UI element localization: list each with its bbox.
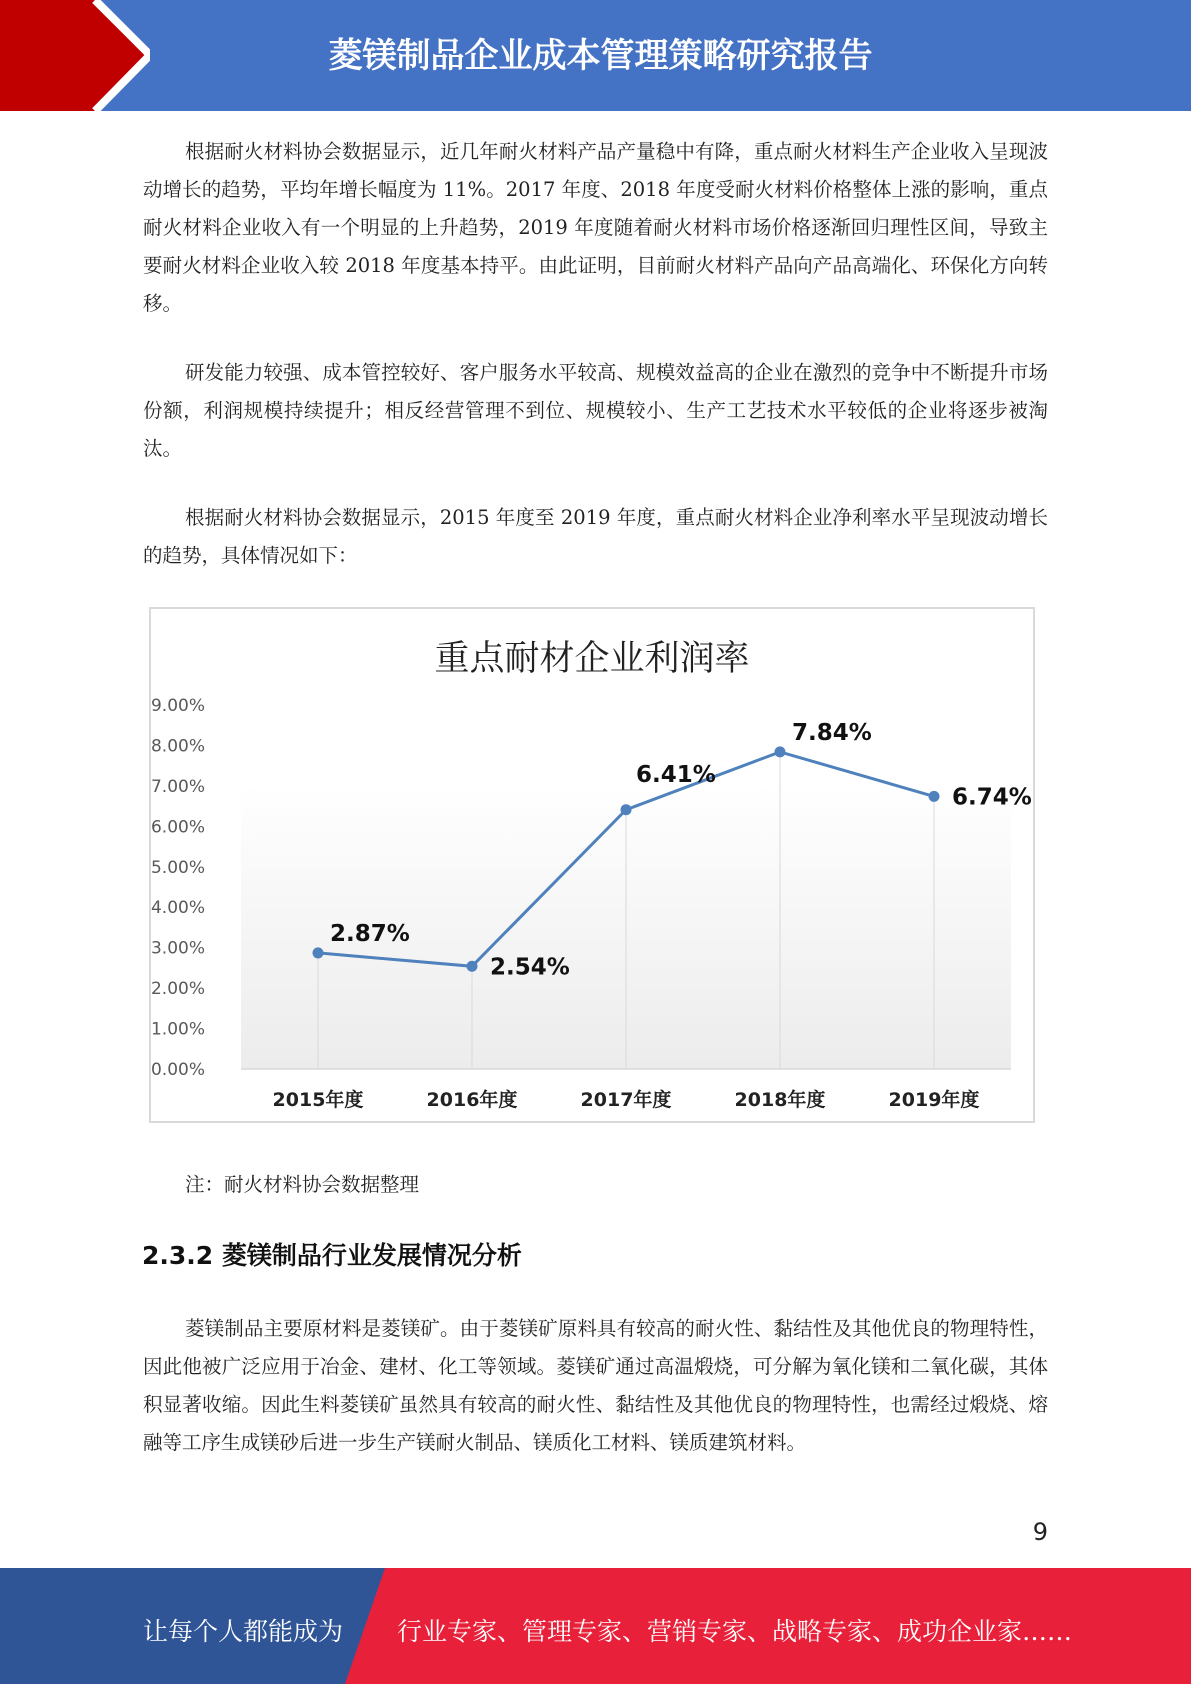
paragraph-competition: 研发能力较强、成本管控较好、客户服务水平较高、规模效益高的企业在激烈的竞争中不断提升市场份额，利润规模持续提升；相反经营管理不到位、规模较小、生产工艺技术水平较低的企业将逐步被淘汰。: [143, 361, 1048, 460]
y-tick-label: 4.00%: [151, 898, 205, 919]
x-category-label: 2016年度: [426, 1089, 518, 1111]
y-tick-label: 6.00%: [151, 817, 205, 838]
y-tick-label: 9.00%: [151, 696, 205, 716]
profit-margin-chart: [149, 607, 1035, 1123]
data-point: [467, 961, 478, 972]
report-title: 菱镁制品企业成本管理策略研究报告: [328, 36, 873, 76]
y-tick-label: 0.00%: [151, 1060, 205, 1080]
chart-source-note: 注：耐火材料协会数据整理: [185, 1173, 420, 1196]
paragraph-revenue-trend: 根据耐火材料协会数据显示，近几年耐火材料产品产量稳中有降，重点耐火材料生产企业收入呈现波动增长的趋势，平均年增长幅度为 11%。2017 年度、2018 年度受耐火材料价格整体上涨的影响，重点耐火材料企业收入有一个明显的上升趋势，2019 年度随着耐火材料市场价格逐渐回归理性区间，导致主要耐火材料企业收入较 2018 年度基本持平。由此证明，目前耐火材料产品向产品高端化、环保化方向转移。: [143, 140, 1048, 315]
chart-plot: [151, 609, 1033, 1121]
y-tick-label: 7.00%: [151, 776, 205, 797]
data-label: 6.41%: [636, 761, 716, 788]
data-point: [621, 804, 632, 815]
data-label: 7.84%: [792, 719, 872, 746]
chart-title: 重点耐材企业利润率: [434, 639, 750, 679]
data-label: 6.74%: [952, 784, 1032, 811]
y-tick-label: 1.00%: [151, 1019, 205, 1040]
page-number: 9: [1032, 1518, 1048, 1546]
y-tick-label: 2.00%: [151, 979, 205, 1000]
paragraph-magnesite: 菱镁制品主要原材料是菱镁矿。由于菱镁矿原料具有较高的耐火性、黏结性及其他优良的物理特性，因此他被广泛应用于冶金、建材、化工等领域。菱镁矿通过高温煅烧，可分解为氧化镁和二氧化碳，其体积显著收缩。因此生料菱镁矿虽然具有较高的耐火性、黏结性及其他优良的物理特性，也需经过煅烧、熔融等工序生成镁砂后进一步生产镁耐火制品、镁质化工材料、镁质建筑材料。: [143, 1317, 1048, 1454]
data-point: [929, 791, 940, 802]
data-label: 2.54%: [490, 954, 570, 981]
footer-slogan-left: 让每个人都能成为: [143, 1617, 344, 1646]
y-tick-label: 8.00%: [151, 736, 205, 757]
y-tick-label: 5.00%: [151, 857, 205, 878]
paragraph-profit-intro: 根据耐火材料协会数据显示，2015 年度至 2019 年度，重点耐火材料企业净利率水平呈现波动增长的趋势，具体情况如下：: [143, 506, 1048, 567]
x-category-label: 2017年度: [580, 1089, 672, 1111]
report-header: [0, 0, 1191, 111]
section-heading: 2.3.2 菱镁制品行业发展情况分析: [142, 1241, 522, 1270]
x-category-label: 2019年度: [888, 1089, 980, 1111]
footer-slogan-right: 行业专家、管理专家、营销专家、战略专家、成功企业家……: [397, 1617, 1073, 1646]
data-point: [775, 746, 786, 757]
x-category-label: 2018年度: [734, 1089, 826, 1111]
x-category-label: 2015年度: [272, 1089, 364, 1111]
data-point: [313, 947, 324, 958]
y-tick-label: 3.00%: [151, 938, 205, 959]
data-label: 2.87%: [330, 920, 410, 947]
